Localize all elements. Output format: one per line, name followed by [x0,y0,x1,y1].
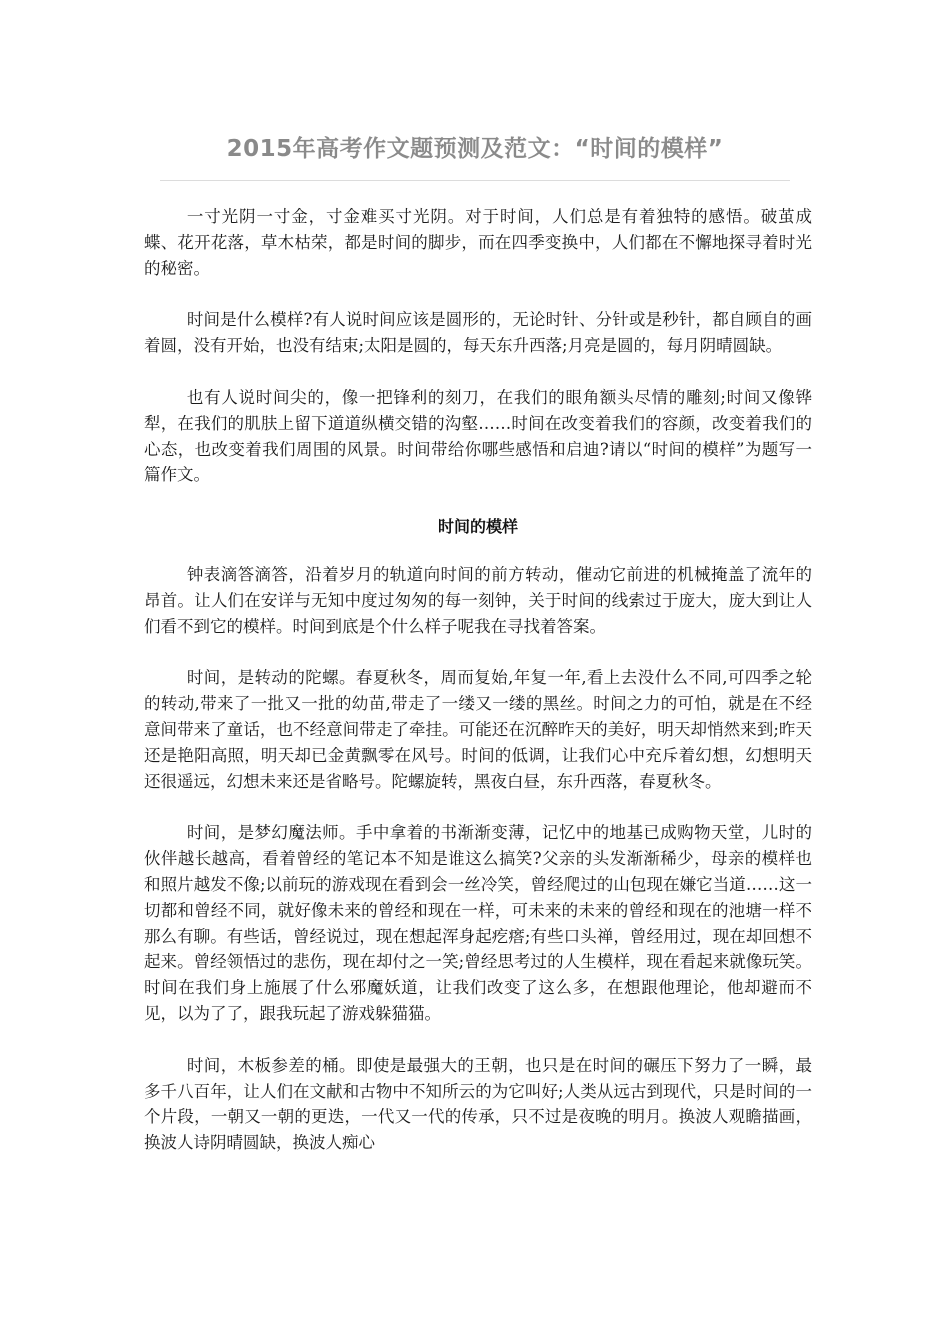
prompt-paragraph-3: 也有人说时间尖的，像一把锋利的刻刀，在我们的眼角额头尽情的雕刻;时间又像铧犁，在我们的肌肤上留下道道纵横交错的沟壑……时间在改变着我们的容颜，改变着我们的心态，也改变着我们周围的风景。时间带给你哪些感悟和启迪?请以“时间的模样”为题写一篇作文。 [144,387,812,485]
essay-paragraph-2: 时间，是转动的陀螺。春夏秋冬，周而复始,年复一年,看上去没什么不同,可四季之轮的转动,带来了一批又一批的幼苗,带走了一缕又一缕的黑丝。时间之力的可怕，就是在不经意间带来了童话，也不经意间带走了牵挂。可能还在沉醉昨天的美好，明天却悄然来到;昨天还是艳阳高照，明天却已金黄飘零在风号。时间的低调，让我们心中充斥着幻想，幻想明天还很遥远，幻想未来还是省略号。陀螺旋转，黑夜白昼，东升西落，春夏秋冬。 [144,668,812,791]
document-body [144,204,812,1182]
essay-paragraph-4: 时间，木板参差的桶。即使是最强大的王朝，也只是在时间的碾压下努力了一瞬，最多千八百年，让人们在文献和古物中不知所云的为它叫好;人类从远古到现代，只是时间的一个片段，一朝又一朝的更迭，一代又一代的传承，只不过是夜晚的明月。换波人观瞻描画，换波人诗阴晴圆缺，换波人痴心 [144,1055,812,1153]
essay-paragraph-3: 时间，是梦幻魔法师。手中拿着的书渐渐变薄，记忆中的地基已成购物天堂，儿时的伙伴越长越高，看着曾经的笔记本不知是谁这么搞笑?父亲的头发渐渐稀少，母亲的模样也和照片越发不像;以前玩的游戏现在看到会一丝冷笑，曾经爬过的山包现在嫌它当道……这一切都和曾经不同，就好像未来的曾经和现在一样，可未来的未来的曾经和现在的池塘一样不那么有聊。有些话，曾经说过，现在想起浑身起疙瘩;有些口头禅，曾经用过，现在却回想不起来。曾经领悟过的悲伤，现在却付之一笑;曾经思考过的人生模样，现在看起来就像玩笑。时间在我们身上施展了什么邪魔妖道，让我们改变了这么多，在想跟他理论，他却避而不见，以为了了，跟我玩起了游戏躲猫猫。 [144,823,812,1023]
prompt-paragraph-1: 一寸光阴一寸金，寸金难买寸光阴。对于时间，人们总是有着独特的感悟。破茧成蝶、花开花落，草木枯荣，都是时间的脚步，而在四季变换中，人们都在不懈地探寻着时光的秘密。 [144,207,812,278]
essay-title: 时间的模样 [437,517,518,537]
title-divider [160,180,790,181]
essay-paragraph-1: 钟表滴答滴答，沿着岁月的轨道向时间的前方转动，催动它前进的机械掩盖了流年的昂首。让人们在安详与无知中度过匆匆的每一刻钟，关于时间的线索过于庞大，庞大到让人们看不到它的模样。时间到底是个什么样子呢我在寻找着答案。 [144,564,812,636]
document-title: 2015年高考作文题预测及范文：“时间的模样” [226,136,724,162]
prompt-paragraph-2: 时间是什么模样?有人说时间应该是圆形的，无论时针、分针或是秒针，都自顾自的画着圆，没有开始，也没有结束;太阳是圆的，每天东升西落;月亮是圆的，每月阴晴圆缺。 [144,310,812,356]
